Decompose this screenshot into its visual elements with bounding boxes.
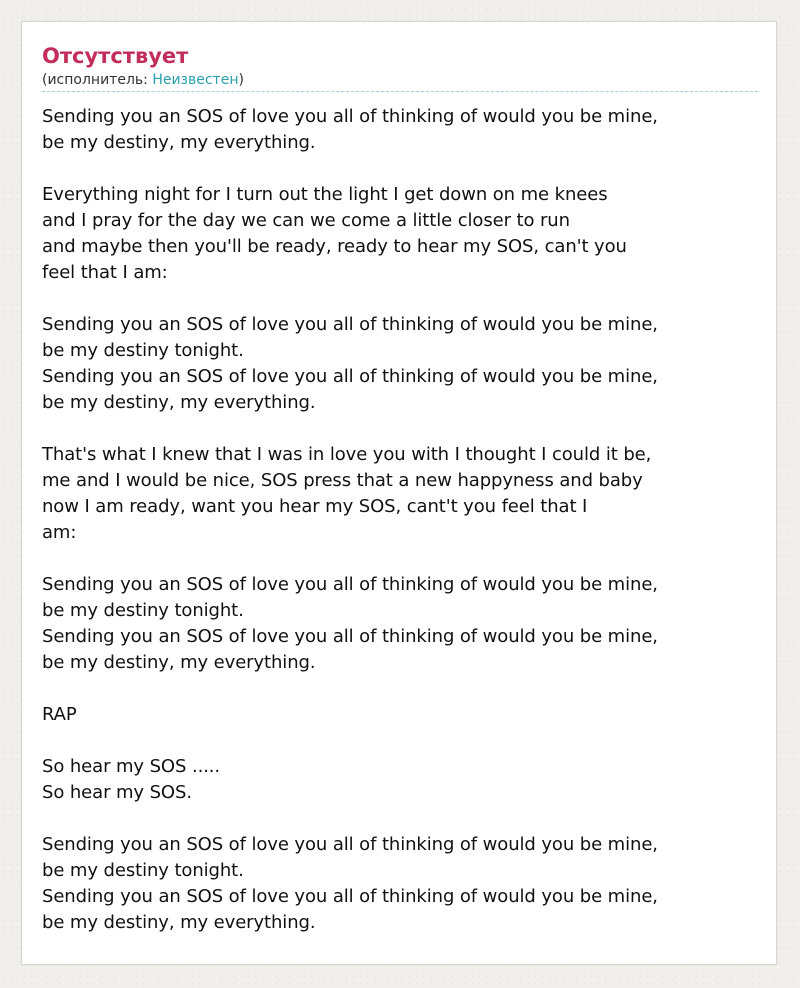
lyrics-stanza: [42, 832, 742, 936]
lyrics-stanza: [42, 182, 742, 286]
lyrics-line: feel that I am:: [42, 262, 168, 283]
lyrics-line: be my destiny, my everything.: [42, 652, 316, 673]
lyrics-line: So hear my SOS.: [42, 782, 192, 803]
lyrics-stanza: [42, 104, 742, 156]
lyrics-line: me and I would be nice, SOS press that a new happyness and baby: [42, 470, 643, 491]
lyrics-line: Everything night for I turn out the light I get down on me knees: [42, 184, 608, 205]
lyrics-line: and maybe then you'll be ready, ready to hear my SOS, can't you: [42, 236, 627, 257]
lyrics-line: Sending you an SOS of love you all of thinking of would you be mine,: [42, 626, 658, 647]
lyrics-line: be my destiny tonight.: [42, 600, 244, 621]
lyrics-line: Sending you an SOS of love you all of thinking of would you be mine,: [42, 886, 658, 907]
lyrics-stanza: [42, 312, 742, 416]
song-header: [42, 42, 758, 92]
lyrics-stanza: [42, 702, 742, 728]
lyrics-line: now I am ready, want you hear my SOS, cant't you feel that I: [42, 496, 588, 517]
lyrics-line: That's what I knew that I was in love you with I thought I could it be,: [42, 444, 652, 465]
lyrics-line: be my destiny, my everything.: [42, 912, 316, 933]
performer-line: [42, 70, 758, 90]
lyrics-line: Sending you an SOS of love you all of thinking of would you be mine,: [42, 574, 658, 595]
lyrics-line: So hear my SOS .....: [42, 756, 221, 777]
lyrics-line: am:: [42, 522, 77, 543]
lyrics-card: [21, 21, 777, 965]
lyrics-body: [42, 104, 742, 936]
lyrics-line: and I pray for the day we can we come a little closer to run: [42, 210, 570, 231]
lyrics-line: Sending you an SOS of love you all of thinking of would you be mine,: [42, 314, 658, 335]
lyrics-stanza: [42, 754, 742, 806]
lyrics-line: RAP: [42, 704, 77, 725]
song-title: Отсутствует: [42, 44, 189, 68]
lyrics-line: be my destiny tonight.: [42, 860, 244, 881]
performer-suffix: ): [238, 72, 244, 88]
lyrics-line: be my destiny, my everything.: [42, 132, 316, 153]
lyrics-stanza: [42, 442, 742, 546]
lyrics-line: be my destiny, my everything.: [42, 392, 316, 413]
lyrics-stanza: [42, 572, 742, 676]
performer-link[interactable]: Неизвестен: [152, 72, 239, 88]
performer-prefix: (исполнитель:: [42, 72, 153, 88]
lyrics-line: Sending you an SOS of love you all of thinking of would you be mine,: [42, 834, 658, 855]
lyrics-line: be my destiny tonight.: [42, 340, 244, 361]
lyrics-line: Sending you an SOS of love you all of thinking of would you be mine,: [42, 366, 658, 387]
lyrics-line: Sending you an SOS of love you all of thinking of would you be mine,: [42, 106, 658, 127]
